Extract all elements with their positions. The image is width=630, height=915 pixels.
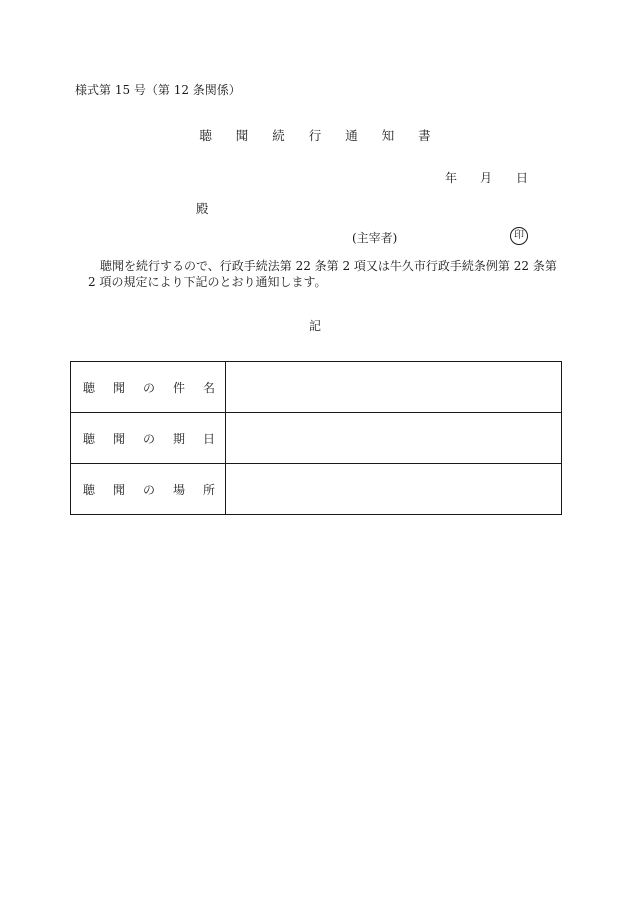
- row-label: [71, 481, 225, 498]
- date-day: 日: [516, 171, 529, 185]
- row-value-cell[interactable]: [226, 413, 562, 464]
- row-value-cell[interactable]: [226, 464, 562, 515]
- table-row: [71, 464, 562, 515]
- addressee-suffix: 殿: [196, 201, 209, 216]
- row-label-cell: [71, 464, 226, 515]
- row-label-char: 期: [172, 431, 185, 446]
- row-label: [71, 430, 225, 447]
- document-title: 聴 聞 続 行 通 知 書: [199, 128, 441, 143]
- row-label-char: 件: [172, 380, 185, 395]
- row-label: [71, 379, 225, 396]
- row-label-char: の: [142, 482, 155, 497]
- row-label-char: 所: [202, 482, 215, 497]
- date-year: 年: [445, 171, 458, 185]
- row-label-char: 日: [202, 431, 215, 446]
- row-label-char: の: [142, 431, 155, 446]
- row-label-char: 聴: [83, 482, 96, 497]
- row-label-char: 場: [172, 482, 185, 497]
- row-label-cell: [71, 413, 226, 464]
- row-label-char: の: [142, 380, 155, 395]
- seal-icon: 印: [510, 227, 528, 245]
- row-value-cell[interactable]: [226, 362, 562, 413]
- body-text: 聴聞を続行するので、行政手続法第 22 条第 2 項又は牛久市行政手続条例第 22 条第 2 項の規定により下記のとおり通知します。: [88, 259, 557, 289]
- date-month: 月: [480, 171, 493, 185]
- row-label-char: 聴: [83, 380, 96, 395]
- organizer-label: (主宰者): [352, 231, 398, 245]
- row-label-cell: [71, 362, 226, 413]
- row-label-char: 聞: [112, 380, 125, 395]
- details-table: [70, 361, 562, 515]
- row-label-char: 名: [202, 380, 215, 395]
- form-number: 様式第 15 号（第 12 条関係）: [75, 83, 241, 97]
- table-row: [71, 413, 562, 464]
- row-label-char: 聞: [112, 431, 125, 446]
- row-label-char: 聞: [112, 482, 125, 497]
- ki-heading: 記: [308, 319, 321, 333]
- row-label-char: 聴: [83, 431, 96, 446]
- table-row: [71, 362, 562, 413]
